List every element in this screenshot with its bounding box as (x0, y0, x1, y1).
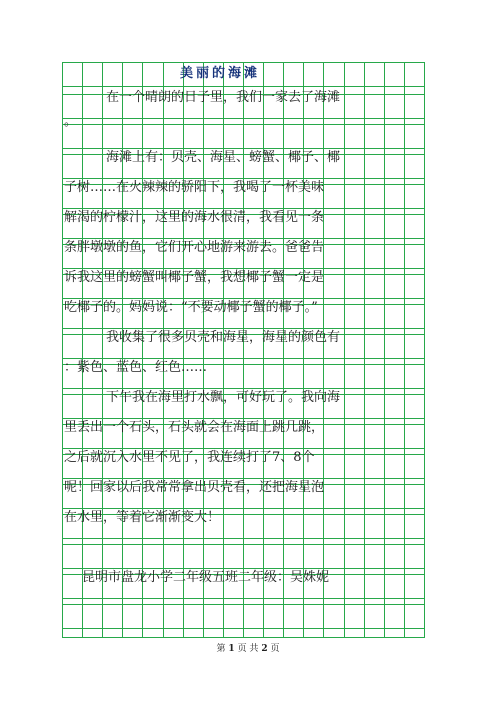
text-line-2 (62, 110, 424, 134)
line-text: 海滩上有：贝壳、海星、螃蟹、椰子、椰 (106, 150, 341, 165)
text-line-15 (62, 506, 424, 530)
line-text: 诉我这里的螃蟹叫椰子蟹，我想椰子蟹一定是 (64, 270, 325, 285)
author-text: 昆明市盘龙小学二年级五班二年级：吴姝妮 (82, 570, 330, 585)
text-line-14 (62, 476, 424, 500)
text-line-12 (62, 416, 424, 440)
grid-row-line (62, 544, 424, 545)
text-line-10 (62, 356, 424, 380)
text-line-3 (62, 146, 424, 170)
line-text: ：紫色、蓝色、红色…… (64, 360, 208, 375)
grid-column-line (424, 62, 425, 638)
line-text: 吃椰子的。妈妈说：“不要动椰子蟹的椰子。” (64, 300, 318, 315)
author-line (62, 566, 424, 590)
grid-row-line (62, 538, 424, 539)
text-line-11 (62, 386, 424, 410)
line-text: 之后就沉入水里不见了，我连续打了7、8个 (64, 450, 315, 465)
line-text: 解渴的柠檬汁，这里的海水很清，我看见一条 (64, 210, 325, 225)
footer-total-pages: 2 (261, 644, 268, 654)
line-text: 子树……在火辣辣的骄阳下，我喝了一杯美味 (64, 180, 325, 195)
line-text: 在水里，等着它渐渐变大！ (64, 510, 221, 525)
line-text: 里丢出一个石头，石头就会在海面上跳几跳， (64, 420, 325, 435)
line-text: 条胖墩墩的鱼，它们开心地游来游去。爸爸告 (64, 240, 325, 255)
page-footer (0, 642, 496, 656)
text-line-4 (62, 176, 424, 200)
text-line-8 (62, 296, 424, 320)
line-text: 我收集了很多贝壳和海星，海星的颜色有 (106, 330, 341, 345)
grid-row-line (62, 637, 424, 638)
line-text: 。 (64, 114, 78, 129)
grid-row-line (62, 628, 424, 629)
text-line-7 (62, 266, 424, 290)
footer-current-page: 1 (228, 644, 235, 654)
grid-row-line (62, 604, 424, 605)
footer-middle: 页 共 (237, 644, 259, 654)
document-title (62, 62, 424, 86)
line-text: 在一个晴朗的日子里，我们一家去了海滩 (106, 90, 341, 105)
text-line-6 (62, 236, 424, 260)
text-line-1 (62, 86, 424, 110)
text-line-9 (62, 326, 424, 350)
text-line-5 (62, 206, 424, 230)
text-line-13 (62, 446, 424, 470)
grid-row-line (62, 598, 424, 599)
line-text: 下午我在海里打水飘，可好玩了。我向海 (106, 390, 341, 405)
title-text: 美丽的海滩 (180, 66, 261, 81)
footer-prefix: 第 (216, 644, 226, 654)
line-text: 呢！回家以后我常常拿出贝壳看，还把海星泡 (64, 480, 325, 495)
footer-suffix: 页 (270, 644, 280, 654)
